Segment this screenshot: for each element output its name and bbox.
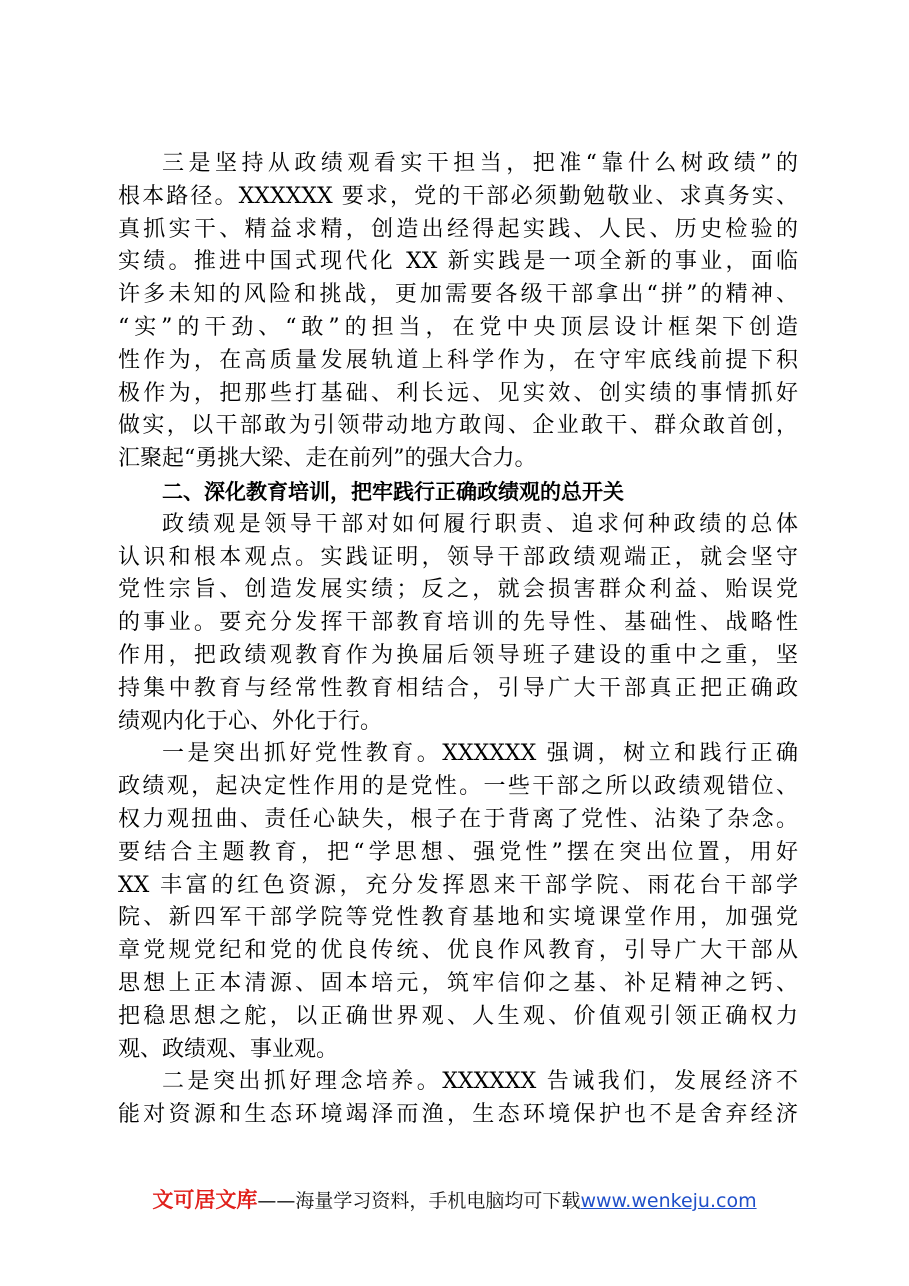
paragraph-line: 党性宗旨、创造发展实绩；反之，就会损害群众利益、贻误党: [118, 577, 798, 603]
paragraph-line: 政绩观，起决定性作用的是党性。一些干部之所以政绩观错位、: [118, 774, 798, 800]
paragraph-line: 绩观内化于心、外化于行。: [118, 708, 383, 734]
paragraph-line: 极作为，把那些打基础、利长远、见实效、创实绩的事情抓好: [118, 380, 798, 406]
footer-slogan: ——海量学习资料，手机电脑均可下载: [257, 1190, 581, 1212]
paragraph-line: 实绩。推进中国式现代化 XX 新实践是一项全新的事业，面临: [118, 249, 798, 275]
footer-brand: 文可居文库: [152, 1188, 258, 1212]
paragraph-line: 观、政绩观、事业观。: [118, 1036, 339, 1062]
paragraph-line: 要结合主题教育，把“学思想、强党性”摆在突出位置，用好: [118, 839, 798, 865]
paragraph-line: XX 丰富的红色资源，充分发挥恩来干部学院、雨花台干部学: [118, 872, 798, 898]
paragraph-line: 作用，把政绩观教育作为换届后领导班子建设的重中之重，坚: [118, 642, 798, 668]
paragraph-line: 真抓实干、精益求精，创造出经得起实践、人民、历史检验的: [118, 216, 798, 242]
paragraph-line: 一是突出抓好党性教育。XXXXXX 强调，树立和践行正确: [162, 741, 798, 767]
paragraph-line: 的事业。要充分发挥干部教育培训的先导性、基础性、战略性: [118, 610, 798, 636]
paragraph-line: 做实，以干部敢为引领带动地方敢闯、企业敢干、群众敢首创，: [118, 413, 798, 439]
paragraph-line: 汇聚起“勇挑大梁、走在前列”的强大合力。: [118, 446, 537, 472]
paragraph-line: 持集中教育与经常性教育相结合，引导广大干部真正把正确政: [118, 675, 798, 701]
paragraph-line: 三是坚持从政绩观看实干担当，把准“靠什么树政绩”的: [162, 151, 798, 176]
section-heading: 二、深化教育培训，把牢践行正确政绩观的总开关: [162, 479, 624, 504]
paragraph-line: 许多未知的风险和挑战，更加需要各级干部拿出“拼”的精神、: [118, 282, 798, 308]
paragraph-line: 认识和根本观点。实践证明，领导干部政绩观端正，就会坚守: [118, 544, 798, 570]
document-body: [118, 148, 798, 1132]
paragraph-line: 思想上正本清源、固本培元，筑牢信仰之基、补足精神之钙、: [118, 970, 798, 996]
paragraph-line: 性作为，在高质量发展轨道上科学作为，在守牢底线前提下积: [118, 347, 798, 373]
paragraph-line: “实”的干劲、“敢”的担当，在党中央顶层设计框架下创造: [118, 314, 798, 340]
footer-url-link[interactable]: www.wenkeju.com: [580, 1190, 757, 1212]
paragraph-line: 院、新四军干部学院等党性教育基地和实境课堂作用，加强党: [118, 905, 798, 931]
paragraph-line: 能对资源和生态环境竭泽而渔，生态环境保护也不是舍弃经济: [118, 1102, 798, 1128]
paragraph-line: 权力观扭曲、责任心缺失，根子在于背离了党性、沾染了杂念。: [118, 806, 798, 832]
footer-banner: [0, 1184, 909, 1214]
paragraph-line: 章党规党纪和党的优良传统、优良作风教育，引导广大干部从: [118, 938, 798, 964]
paragraph-line: 把稳思想之舵，以正确世界观、人生观、价值观引领正确权力: [118, 1003, 798, 1029]
paragraph-line: 根本路径。XXXXXX 要求，党的干部必须勤勉敬业、求真务实、: [118, 183, 798, 209]
paragraph-line: 政绩观是领导干部对如何履行职责、追求何种政绩的总体: [162, 511, 798, 537]
paragraph-line: 二是突出抓好理念培养。XXXXXX 告诫我们，发展经济不: [162, 1069, 798, 1095]
